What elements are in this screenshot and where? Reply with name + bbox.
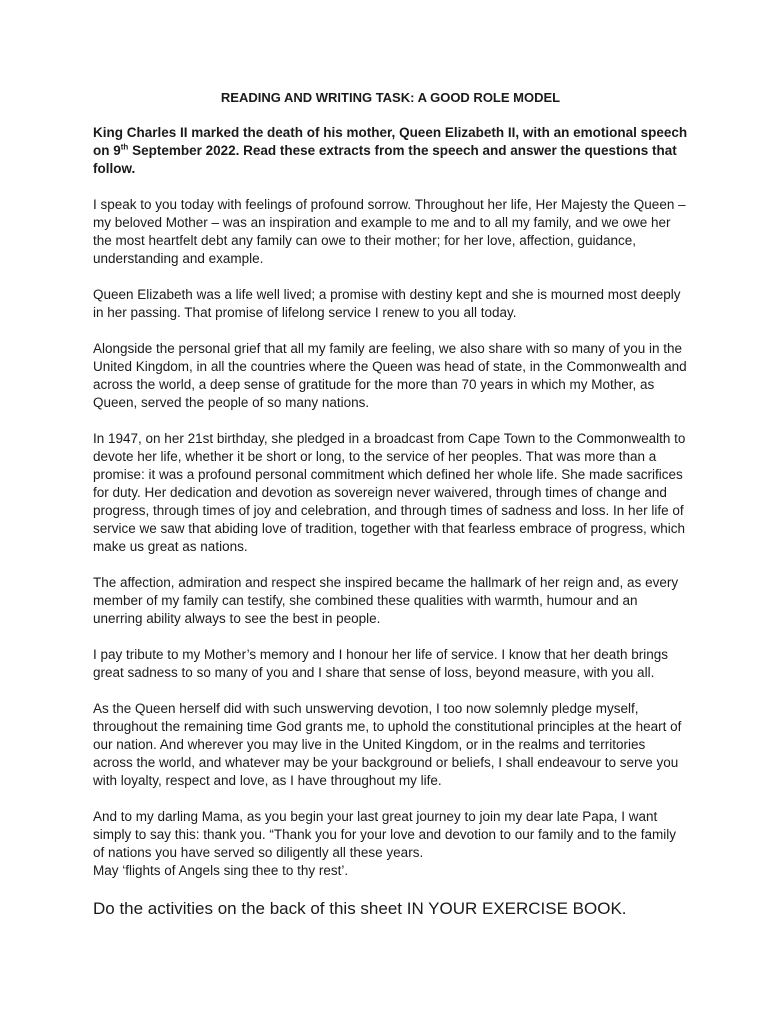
speech-paragraph-6: I pay tribute to my Mother’s memory and I honour her life of service. I know that her death brings great sadness to so many of you and I share that sense of loss, beyond measure, with you all. [93, 647, 669, 680]
speech-paragraph-8 [93, 808, 688, 880]
final-paragraph-last-line: May ‘flights of Angels sing thee to thy rest’. [93, 863, 349, 878]
speech-paragraph-3: Alongside the personal grief that all my family are feeling, we also share with so many of you in the United Kingdom, in all the countries where the Queen was head of state, in the Commonwealth and across the world, a deep sense of gratitude for the more than 70 years in which my Mother, as Queen, served the people of so many nations. [93, 341, 687, 410]
intro-paragraph [93, 124, 688, 178]
exercise-instruction: Do the activities on the back of this sheet IN YOUR EXERCISE BOOK. [93, 899, 627, 918]
speech-paragraph-5: The affection, admiration and respect she inspired became the hallmark of her reign and, as every member of my family can testify, she combined these qualities with warmth, humour and an unerring ability always to see the best in people. [93, 575, 679, 626]
intro-text-start: King Charles II marked the death of his mother, Queen Elizabeth II, with an emotional speech on 9 [93, 125, 688, 158]
final-paragraph-text: And to my darling Mama, as you begin your last great journey to join my dear late Papa, I want simply to say this: thank you. “Thank you for your love and devotion to our family and to the family of nations you have served so diligently all these years. [93, 809, 677, 860]
document-title: READING AND WRITING TASK: A GOOD ROLE MODEL [220, 90, 561, 105]
speech-paragraph-2: Queen Elizabeth was a life well lived; a promise with destiny kept and she is mourned most deeply in her passing. That promise of lifelong service I renew to you all today. [93, 287, 681, 320]
speech-paragraph-1: I speak to you today with feelings of profound sorrow. Throughout her life, Her Majesty the Queen – my beloved Mother – was an inspiration and example to me and to all my family, and we owe her the most heartfelt debt any family can owe to their mother; for her love, affection, guidance, understanding and example. [93, 197, 686, 266]
date-superscript: th [120, 142, 129, 152]
intro-text-end: September 2022. Read these extracts from the speech and answer the questions that follow. [93, 143, 677, 176]
speech-paragraph-4: In 1947, on her 21st birthday, she pledged in a broadcast from Cape Town to the Commonwealth to devote her life, whether it be short or long, to the service of her peoples. That was more than a promise: it was a profound personal commitment which defined her whole life. She made sacrifices for duty. Her dedication and devotion as sovereign never waivered, through times of change and progress, through times of joy and celebration, and through times of sadness and loss. In her life of service we saw that abiding love of tradition, together with that fearless embrace of progress, which make us great as nations. [93, 431, 686, 554]
speech-paragraph-7: As the Queen herself did with such unswerving devotion, I too now solemnly pledge myself, throughout the remaining time God grants me, to uphold the constitutional principles at the heart of our nation. And wherever you may live in the United Kingdom, or in the realms and territories across the world, and whatever may be your background or beliefs, I shall endeavour to serve you with loyalty, respect and love, as I have throughout my life. [93, 701, 682, 788]
